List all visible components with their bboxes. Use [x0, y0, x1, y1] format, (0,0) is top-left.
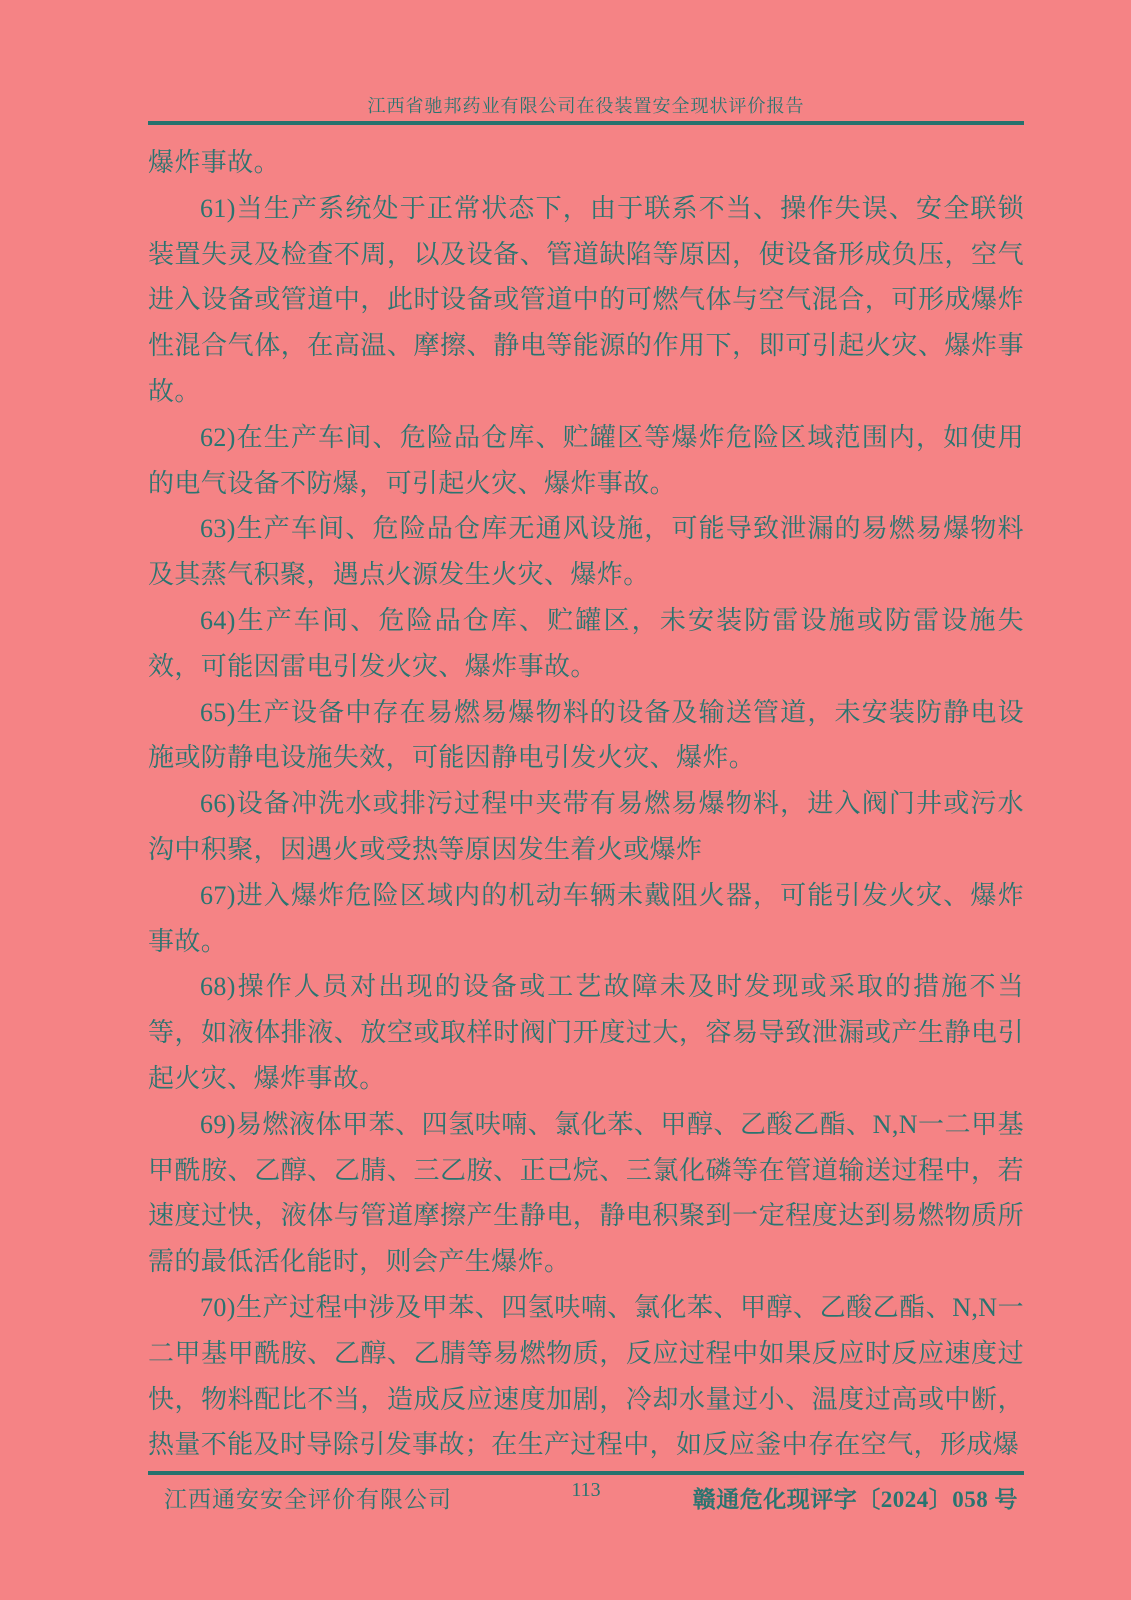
footer-company-name: 江西通安安全评价有限公司	[164, 1487, 452, 1512]
paragraph: 68)操作人员对出现的设备或工艺故障未及时发现或采取的措施不当等，如液体排液、放空或取样时阀门开度过大，容易导致泄漏或产生静电引起火灾、爆炸事故。	[148, 972, 1024, 1093]
paragraph: 69)易燃液体甲苯、四氢呋喃、氯化苯、甲醇、乙酸乙酯、N,N一二甲基甲酰胺、乙醇、乙腈、三乙胺、正己烷、三氯化磷等在管道输送过程中，若速度过快，液体与管道摩擦产生静电，静电积聚到一定程度达到易燃物质所需的最低活化能时，则会产生爆炸。	[148, 1109, 1024, 1277]
paragraph: 66)设备冲洗水或排污过程中夹带有易燃易爆物料，进入阀门井或污水沟中积聚，因遇火或受热等原因发生着火或爆炸	[148, 789, 1024, 864]
page-footer	[148, 1479, 1024, 1512]
paragraph: 63)生产车间、危险品仓库无通风设施，可能导致泄漏的易燃易爆物料及其蒸气积聚，遇点火源发生火灾、爆炸。	[148, 514, 1024, 590]
paragraph: 64)生产车间、危险品仓库、贮罐区，未安装防雷设施或防雷设施失效，可能因雷电引发火灾、爆炸事故。	[148, 605, 1024, 681]
footer-rule	[148, 1471, 1024, 1475]
footer-document-number: 赣通危化现评字〔2024〕058 号	[692, 1487, 1018, 1512]
paragraph: 65)生产设备中存在易燃易爆物料的设备及输送管道，未安装防静电设施或防静电设施失效，可能因静电引发火灾、爆炸。	[148, 697, 1024, 773]
paragraph: 61)当生产系统处于正常状态下，由于联系不当、操作失误、安全联锁装置失灵及检查不周，以及设备、管道缺陷等原因，使设备形成负压，空气进入设备或管道中，此时设备或管道中的可燃气体与空气混合，可形成爆炸性混合气体，在高温、摩擦、静电等能源的作用下，即可引起火灾、爆炸事故。	[148, 193, 1024, 406]
page-header-title: 江西省驰邦药业有限公司在役装置安全现状评价报告	[367, 96, 805, 116]
paragraph: 70)生产过程中涉及甲苯、四氢呋喃、氯化苯、甲醇、乙酸乙酯、N,N一二甲基甲酰胺、乙醇、乙腈等易燃物质，反应过程中如果反应时反应速度过快，物料配比不当，造成反应速度加剧，冷却水量过小、温度过高或中断，热量不能及时导除引发事故；在生产过程中，如反应釜中存在空气，形成爆	[148, 1292, 1024, 1460]
body-paragraphs	[148, 140, 1024, 1468]
page-number: 113	[571, 1479, 601, 1501]
paragraph: 62)在生产车间、危险品仓库、贮罐区等爆炸危险区域范围内，如使用的电气设备不防爆，可引起火灾、爆炸事故。	[148, 422, 1024, 498]
paragraph: 爆炸事故。	[148, 148, 281, 177]
header-rule	[148, 121, 1024, 125]
paragraph: 67)进入爆炸危险区域内的机动车辆未戴阻火器，可能引发火灾、爆炸事故。	[148, 880, 1024, 956]
